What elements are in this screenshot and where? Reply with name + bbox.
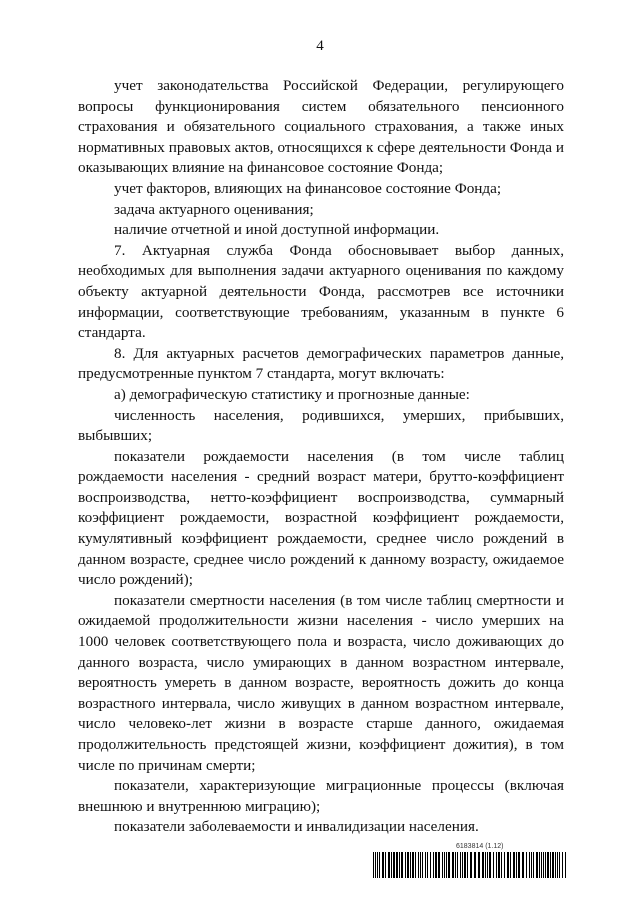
barcode-bar <box>565 852 566 878</box>
barcode-bar <box>412 852 414 878</box>
paragraph: а) демографическую статистику и прогнозные данные: <box>114 385 470 403</box>
barcode-bar <box>399 852 400 878</box>
barcode-bar <box>373 852 374 878</box>
barcode-bar <box>415 852 416 878</box>
barcode-bar <box>385 852 386 878</box>
barcode-bar <box>498 852 500 878</box>
barcode-bar <box>562 852 563 878</box>
barcode-bar <box>438 852 440 878</box>
barcode-bar <box>448 852 450 878</box>
barcode-bar <box>462 852 463 878</box>
barcode-bar <box>425 852 426 878</box>
barcode-bar <box>391 852 392 878</box>
document-body <box>78 76 564 838</box>
barcode-bar <box>430 852 431 878</box>
document-code: 6183814 (1.12) <box>456 843 504 850</box>
barcode-bar <box>460 852 461 878</box>
barcode-bar <box>536 852 538 878</box>
barcode-icon <box>373 852 569 878</box>
barcode-bar <box>489 852 491 878</box>
barcode-bar <box>375 852 376 878</box>
barcode-bar <box>396 852 398 878</box>
barcode-bar <box>405 852 406 878</box>
barcode-bar <box>550 852 551 878</box>
barcode-bar <box>478 852 480 878</box>
barcode-bar <box>382 852 384 878</box>
page-number: 4 <box>316 38 324 54</box>
barcode-bar <box>516 852 517 878</box>
barcode-bar <box>493 852 494 878</box>
barcode-bar <box>427 852 428 878</box>
paragraph: показатели смертности населения (в том числе таблиц смертности и ожидаемой продолжительности жизни населения - число умерших на 1000 человек соответствующего пола и возраста, число доживающих до данного возраста, число умирающих в данном возрастном интервале, вероятность умереть в данном возрасте, вероятность дожить до конца возрастного интервала, число живущих в данном возрастном интервале, число человеко-лет жизни в возрасте старше данного, ожидаемая продолжительность предстоящей жизни, коэффициент дожития), в том числе по причинам смерти; <box>78 591 564 774</box>
barcode-bar <box>557 852 558 878</box>
barcode-bar <box>539 852 540 878</box>
paragraph: численность населения, родившихся, умерших, прибывших, выбывших; <box>78 406 564 445</box>
barcode-bar <box>518 852 520 878</box>
barcode-bar <box>401 852 403 878</box>
paragraph: учет факторов, влияющих на финансовое состояние Фонда; <box>114 179 502 197</box>
barcode-bar <box>555 852 556 878</box>
barcode-bar <box>531 852 532 878</box>
barcode-bar <box>442 852 443 878</box>
barcode-bar <box>552 852 554 878</box>
barcode-bar <box>433 852 434 878</box>
paragraph: показатели заболеваемости и инвалидизации населения. <box>114 818 479 836</box>
barcode-bar <box>464 852 466 878</box>
barcode-bar <box>559 852 560 878</box>
barcode-bar <box>446 852 447 878</box>
barcode-bar <box>485 852 486 878</box>
barcode-bar <box>543 852 544 878</box>
barcode-bar <box>379 852 380 878</box>
barcode-bar <box>452 852 454 878</box>
barcode-bar <box>470 852 472 878</box>
paragraph: учет законодательства Российской Федерации, регулирующего вопросы функционирования систем обязательного пенсионного страхования и обязательного социального страхования, а также иных нормативных правовых актов, относящихся к сфере деятельности Фонда и оказывающих влияние на финансовое состояние Фонда; <box>78 77 564 177</box>
barcode-bar <box>501 852 502 878</box>
barcode-bar <box>541 852 542 878</box>
barcode-bar <box>504 852 505 878</box>
barcode-bar <box>407 852 409 878</box>
barcode-bar <box>435 852 437 878</box>
barcode-bar <box>444 852 445 878</box>
paragraph: 8. Для актуарных расчетов демографических параметров данные, предусмотренные пунктом 7 стандарта, могут включать: <box>78 344 564 383</box>
barcode-bar <box>522 852 524 878</box>
barcode-bar <box>545 852 546 878</box>
paragraph: показатели рождаемости населения (в том числе таблиц рождаемости населения - средний возраст матери, брутто-коэффициент воспроизводства, нетто-коэффициент воспроизводства, суммарный коэффициент рождаемости, возрастной коэффициент рождаемости, кумулятивный коэффициент рождаемости, среднее число рождений в данном возрасте, среднее число рождений к данному возрасту, ожидаемое число рождений); <box>78 447 564 589</box>
barcode-bar <box>487 852 488 878</box>
barcode-bar <box>513 852 515 878</box>
barcode-bar <box>507 852 509 878</box>
barcode-bar <box>510 852 511 878</box>
barcode-bar <box>474 852 476 878</box>
barcode-bar <box>529 852 530 878</box>
barcode-bar <box>388 852 390 878</box>
paragraph: показатели, характеризующие миграционные процессы (включая внешнюю и внутреннюю миграцию); <box>78 777 564 815</box>
barcode-bar <box>410 852 411 878</box>
paragraph: задача актуарного оценивания; <box>114 200 314 218</box>
barcode-bar <box>393 852 395 878</box>
barcode-bar <box>467 852 468 878</box>
paragraph: 7. Актуарная служба Фонда обосновывает выбор данных, необходимых для выполнения задачи актуарного оценивания по каждому объекту актуарной деятельности Фонда, рассмотрев все источники информации, соответствующие требованиям, указанным в пункте 6 стандарта. <box>78 241 564 342</box>
barcode-bar <box>526 852 527 878</box>
barcode-bar <box>420 852 421 878</box>
paragraph: наличие отчетной и иной доступной информации. <box>114 221 440 239</box>
barcode-bar <box>457 852 458 878</box>
barcode-bar <box>533 852 534 878</box>
barcode-bar <box>547 852 549 878</box>
barcode-bar <box>422 852 423 878</box>
barcode-bar <box>377 852 378 878</box>
barcode-bar <box>482 852 484 878</box>
barcode-bar <box>496 852 497 878</box>
barcode-bar <box>455 852 456 878</box>
barcode-bar <box>418 852 419 878</box>
